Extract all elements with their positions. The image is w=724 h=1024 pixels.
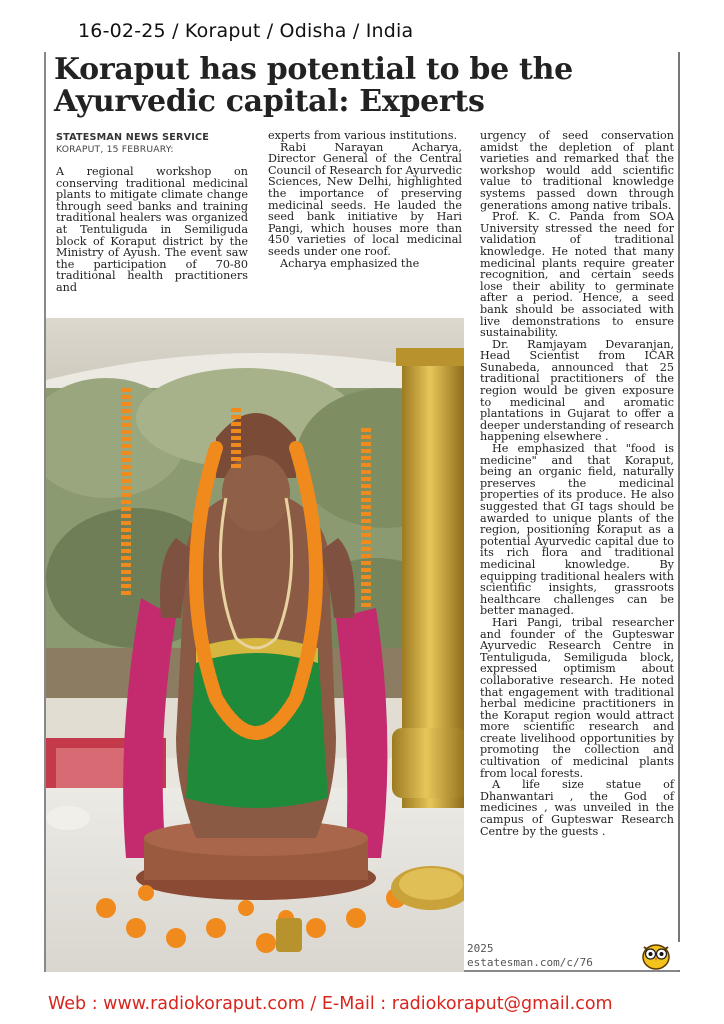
article-column-3 [480,130,674,837]
source-year: 2025 [467,942,494,955]
newspaper-clipping [44,52,680,972]
paragraph: A life size statue of Dhanwantari , the God of medicines , was unveiled in the campus of Gupteswar Research Centre by the guests . [480,778,674,838]
owl-icon [640,940,672,974]
paragraph: experts from various institutions. [268,129,458,142]
paragraph: urgency of seed conservation amidst the depletion of plant varieties and remarked that the workshop would add scientific value to traditional knowledge systems passed down through generations among native tribals. [480,129,674,212]
article-column-1 [56,166,248,294]
paragraph: He emphasized that "food is medicine" and that Koraput, being an organic field, naturally preserves the medicinal properties of its produce. He also suggested that GI tags should be awarded to unique plants of the region, positioning Koraput as a potential Ayurvedic capital due to its rich flora and traditional medicinal knowledge. By equipping traditional healers with scientific insights, grassroots healthcare challenges can be better managed. [480,442,674,618]
paragraph: A regional workshop on conserving traditional medicinal plants to mitigate climate change through seed banks and training traditional healers was organized at Tentuliguda in Semiliguda block of Koraput district by the Ministry of Ayush. The event saw the participation of 70-80 traditional health practitioners and [56,165,248,294]
article-dateline: KORAPUT, 15 FEBRUARY: [56,144,174,155]
paragraph: Prof. K. C. Panda from SOA University stressed the need for validation of traditional knowledge. He noted that many medicinal plants require greater recognition, and certain seeds lose their ability to germinate after a period. Hence, a seed bank should be associated with live demonstrations to ensure sustainability. [480,210,674,340]
article-headline: Koraput has potential to be the Ayurvedic capital: Experts [54,52,573,119]
article-byline: STATESMAN NEWS SERVICE [56,132,209,143]
footer-contact: Web : www.radiokoraput.com / E-Mail : radiokoraput@gmail.com [48,994,613,1014]
paragraph: Acharya emphasized the [280,256,420,270]
paragraph: Dr. Ramjayam Devaranjan, Head Scientist from ICAR Sunabeda, announced that 25 traditional practitioners of the region would be given exposure to medicinal and aromatic plantations in Gujarat to offer a deeper understanding of research happening elsewhere . [480,337,674,444]
paragraph: Rabi Narayan Acharya, Director General of the Central Council of Research for Ayurvedic Sciences, New Delhi, highlighted the importance of preserving medicinal seeds. He lauded the seed bank initiative by Hari Pangi, which houses more than 450 varieties of local medicinal seeds under one roof. [268,140,462,258]
dateline: 16-02-25 / Koraput / Odisha / India [78,20,414,42]
statue-photo [46,318,464,972]
article-column-2 [268,130,462,269]
source-url: estatesman.com/c/76 [467,956,593,969]
paragraph: Hari Pangi, tribal researcher and founder of the Gupteswar Ayurvedic Research Centre in Tentuliguda, Semiliguda block, expressed optimism about collaborative research. He noted that engagement with traditional herbal medicine practitioners in the Koraput region would attract more scientific research and create livelihood opportunities by promoting the collection and cultivation of medicinal plants from local forests. [480,615,674,780]
